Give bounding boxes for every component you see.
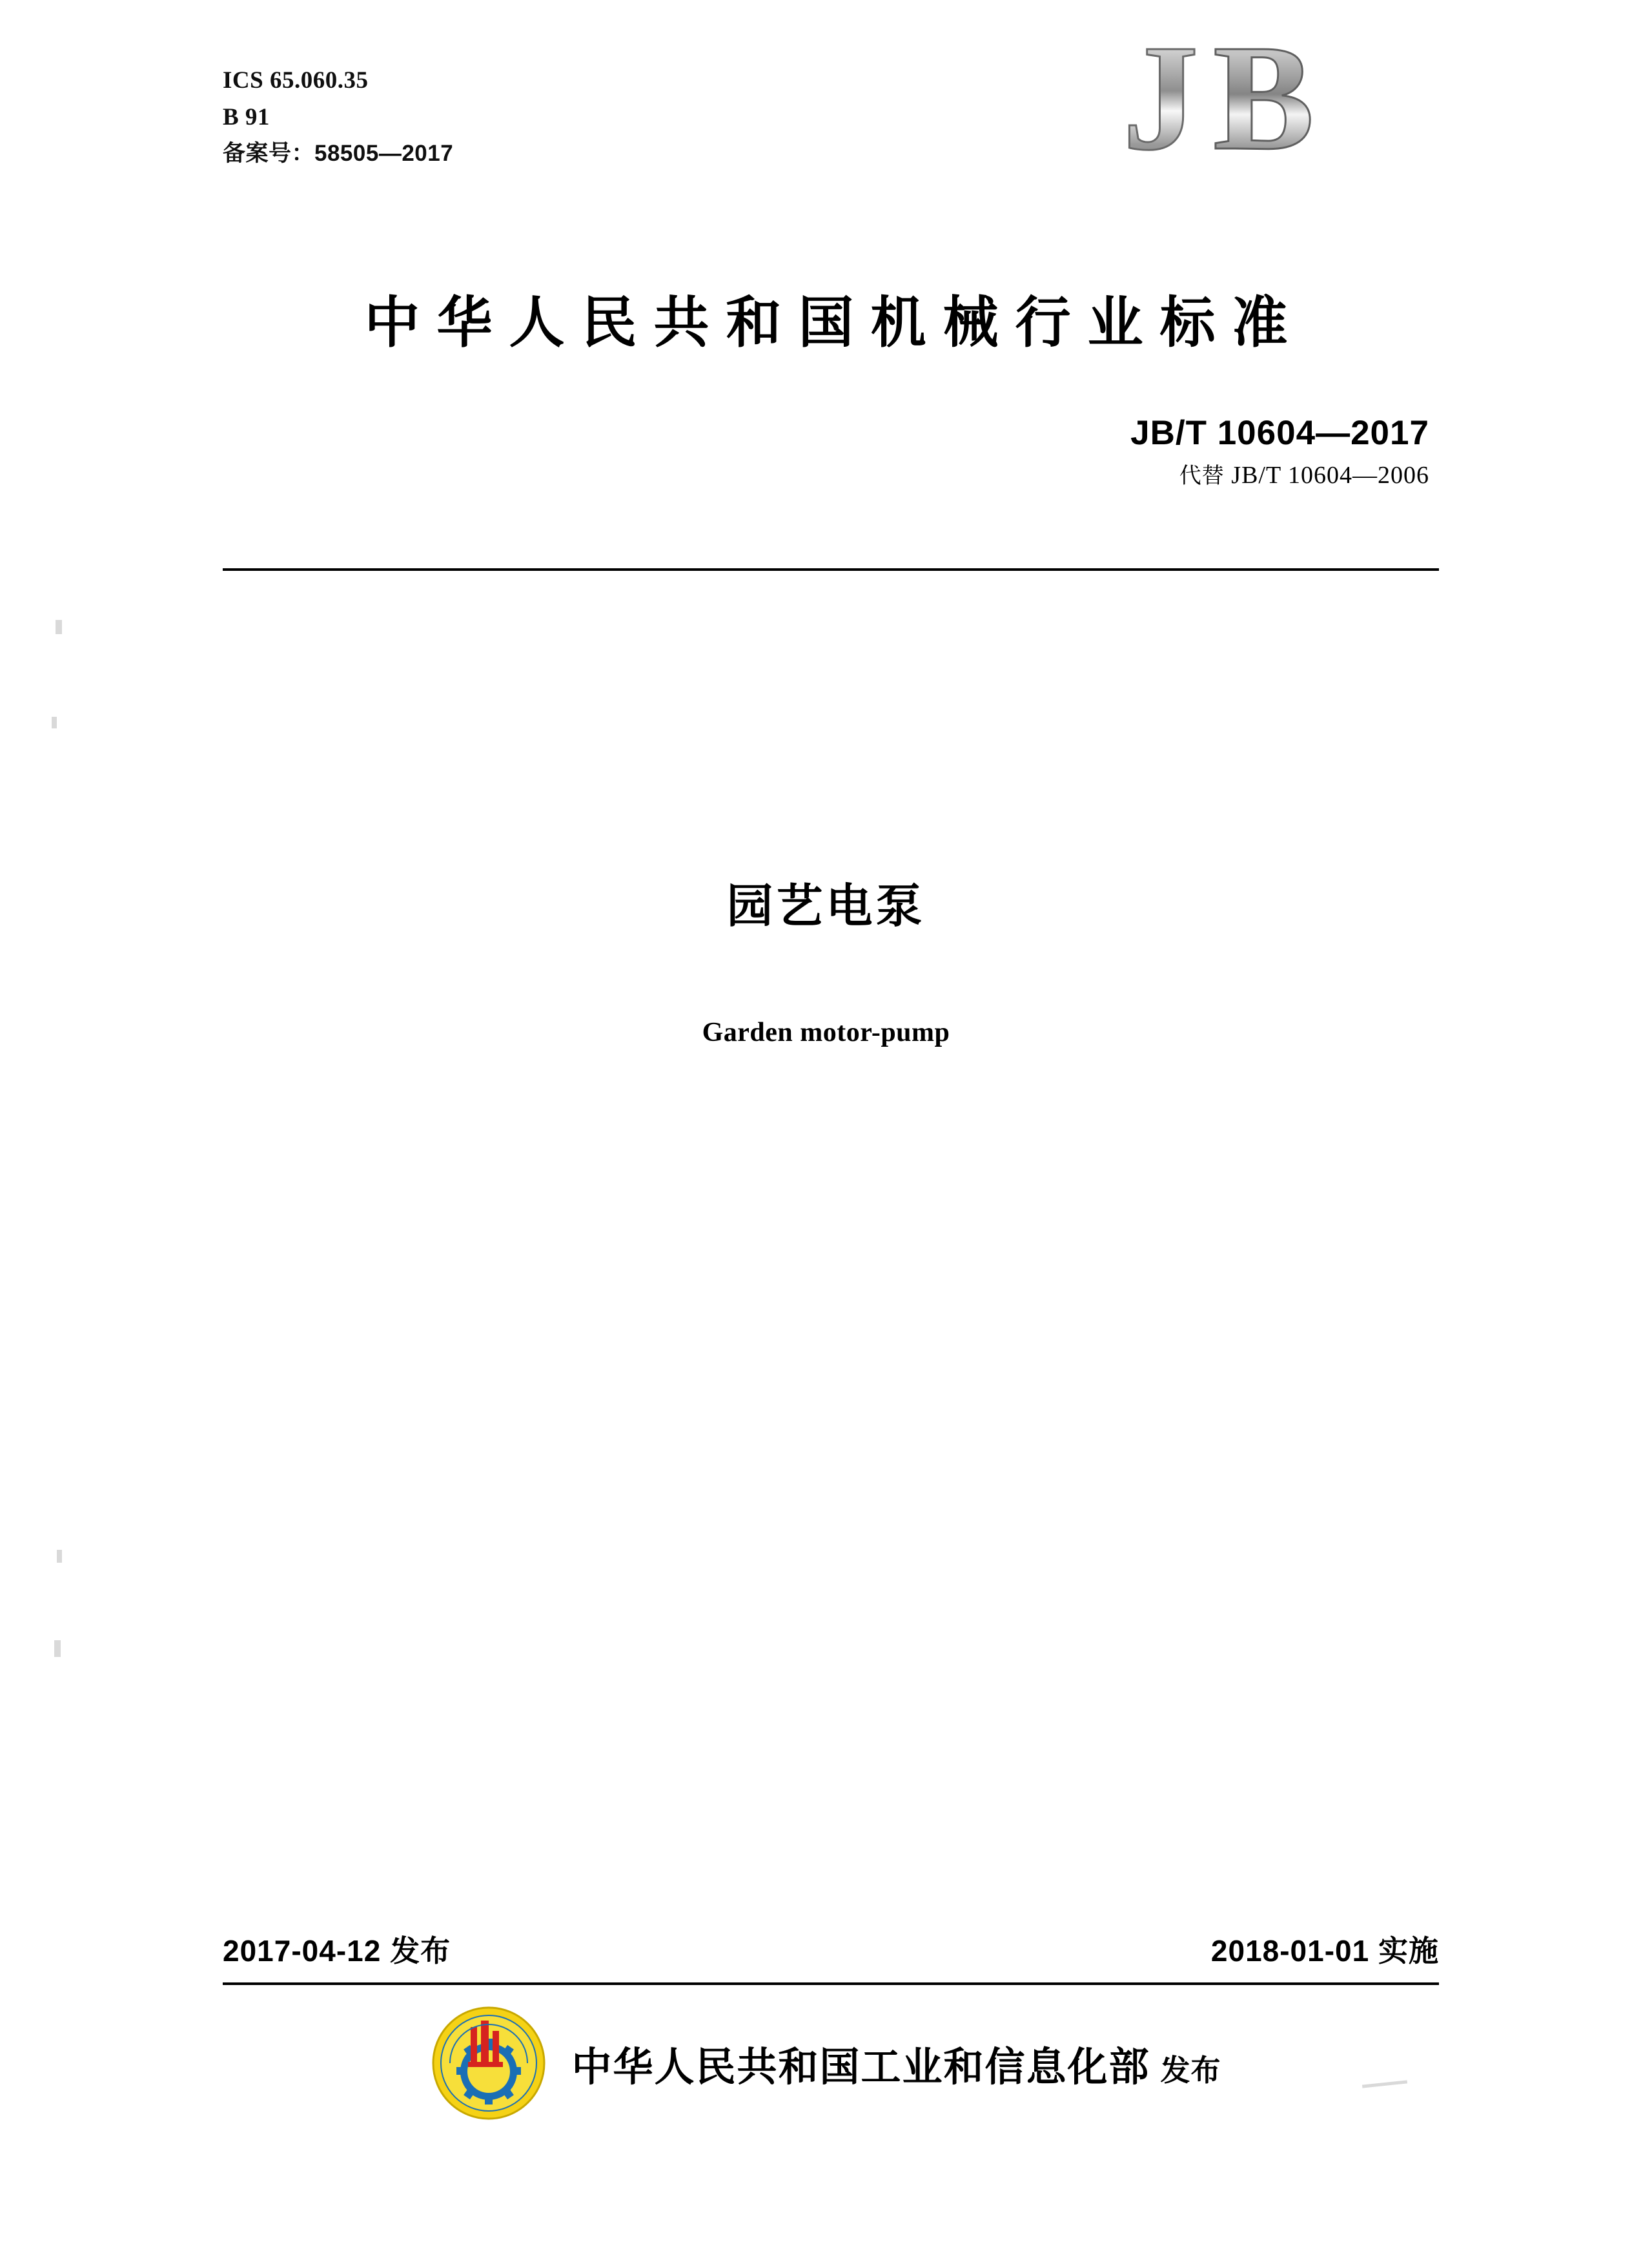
implementation-date: 2018-01-01 实施 [1210, 1934, 1439, 1968]
publisher-verb: 发布 [1160, 2053, 1221, 2087]
header-identifiers [223, 62, 453, 171]
standard-number: JB/T 10604—2017 [1130, 414, 1429, 452]
standard-number-block [848, 413, 1429, 489]
publisher-name [571, 2035, 1221, 2092]
scan-speck [57, 1550, 62, 1563]
scan-speck [52, 717, 57, 728]
classification-code: B 91 [223, 104, 270, 131]
header-divider [223, 568, 1439, 571]
ministry-emblem-icon [431, 2005, 547, 2121]
document-title-cn: 园艺电泵 [726, 881, 926, 932]
replaces-prefix: 代替 [1179, 464, 1225, 488]
document-title-en: Garden motor-pump [702, 1018, 950, 1047]
issue-date: 2017-04-12 发布 [223, 1934, 451, 1968]
replaces-number: JB/T 10604—2006 [1231, 462, 1429, 489]
ics-code: ICS 65.060.35 [223, 67, 369, 94]
record-number: 备案号：58505—2017 [223, 140, 454, 166]
footer-divider [223, 1982, 1439, 1985]
scan-speck [54, 1640, 61, 1657]
standard-replaces [848, 458, 1429, 489]
svg-text:B: B [1213, 26, 1314, 174]
publisher-block [0, 2005, 1652, 2121]
jb-logo-icon [1116, 26, 1439, 174]
page-title: 中华人民共和国机械行业标准 [364, 292, 1305, 354]
publisher-label: 中华人民共和国工业和信息化部 [571, 2044, 1150, 2090]
scan-speck [56, 620, 62, 634]
svg-text:J: J [1123, 26, 1199, 174]
